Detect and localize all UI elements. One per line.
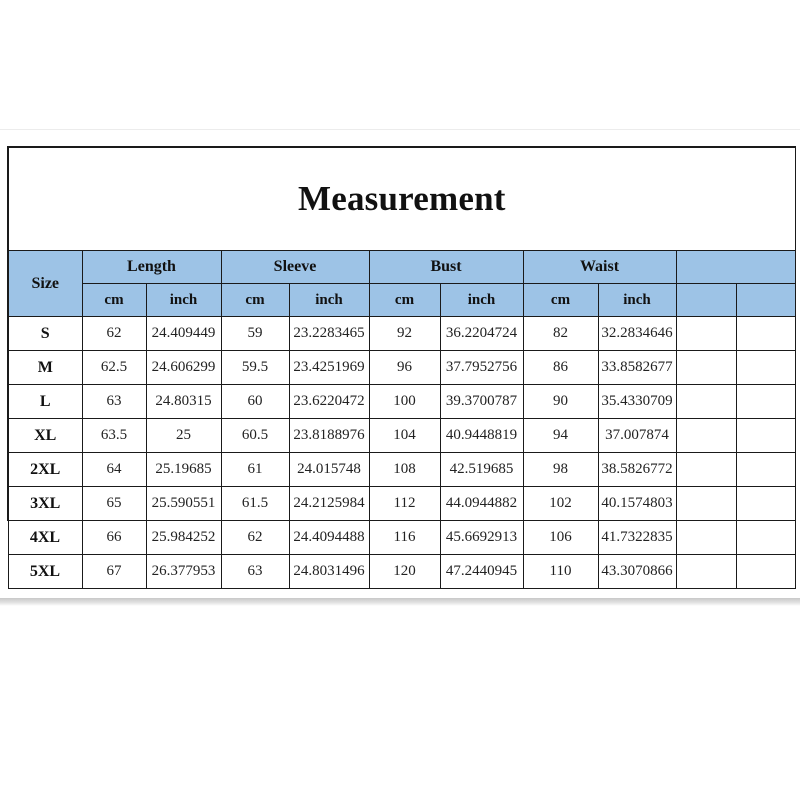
size-cell: 4XL bbox=[8, 521, 82, 555]
waist-inch-cell: 43.3070866 bbox=[598, 555, 676, 589]
sleeve-cm-cell: 59.5 bbox=[221, 351, 289, 385]
bottom-shadow bbox=[0, 598, 800, 606]
length-group-header: Length bbox=[82, 251, 221, 284]
empty-cell bbox=[676, 555, 736, 589]
table-title: Measurement bbox=[8, 147, 795, 251]
empty-cell bbox=[736, 487, 795, 521]
table-row bbox=[8, 521, 795, 555]
bust-cm-cell: 100 bbox=[369, 385, 440, 419]
waist-inch-cell: 32.2834646 bbox=[598, 317, 676, 351]
empty-cell bbox=[736, 317, 795, 351]
waist-inch-cell: 35.4330709 bbox=[598, 385, 676, 419]
waist-cm-cell: 110 bbox=[523, 555, 598, 589]
waist-inch-cell: 38.5826772 bbox=[598, 453, 676, 487]
bust-cm-cell: 96 bbox=[369, 351, 440, 385]
bust-inch-cell: 39.3700787 bbox=[440, 385, 523, 419]
waist-inch-header: inch bbox=[598, 284, 676, 317]
length-inch-cell: 24.409449 bbox=[146, 317, 221, 351]
bust-cm-cell: 104 bbox=[369, 419, 440, 453]
unit-header-row bbox=[8, 284, 795, 317]
length-inch-cell: 24.606299 bbox=[146, 351, 221, 385]
table-row bbox=[8, 487, 795, 521]
sleeve-cm-cell: 59 bbox=[221, 317, 289, 351]
length-inch-cell: 26.377953 bbox=[146, 555, 221, 589]
table-row bbox=[8, 351, 795, 385]
size-column-header: Size bbox=[8, 251, 82, 317]
bust-inch-cell: 37.7952756 bbox=[440, 351, 523, 385]
size-chart-table bbox=[7, 146, 796, 589]
sleeve-cm-cell: 63 bbox=[221, 555, 289, 589]
empty-cell bbox=[676, 351, 736, 385]
size-cell: 3XL bbox=[8, 487, 82, 521]
size-cell: S bbox=[8, 317, 82, 351]
empty-cell bbox=[736, 351, 795, 385]
bust-cm-cell: 112 bbox=[369, 487, 440, 521]
bust-inch-cell: 44.0944882 bbox=[440, 487, 523, 521]
length-inch-cell: 25.984252 bbox=[146, 521, 221, 555]
table-row bbox=[8, 419, 795, 453]
empty-cell bbox=[676, 487, 736, 521]
waist-inch-cell: 33.8582677 bbox=[598, 351, 676, 385]
empty-cell bbox=[676, 453, 736, 487]
table-row bbox=[8, 555, 795, 589]
sleeve-inch-cell: 24.015748 bbox=[289, 453, 369, 487]
waist-cm-cell: 90 bbox=[523, 385, 598, 419]
empty-unit-header-2 bbox=[736, 284, 795, 317]
sleeve-inch-cell: 24.2125984 bbox=[289, 487, 369, 521]
bust-cm-cell: 120 bbox=[369, 555, 440, 589]
waist-cm-cell: 82 bbox=[523, 317, 598, 351]
length-cm-header: cm bbox=[82, 284, 146, 317]
bust-inch-cell: 45.6692913 bbox=[440, 521, 523, 555]
empty-cell bbox=[736, 385, 795, 419]
waist-inch-cell: 40.1574803 bbox=[598, 487, 676, 521]
length-inch-header: inch bbox=[146, 284, 221, 317]
sleeve-cm-cell: 61 bbox=[221, 453, 289, 487]
waist-group-header: Waist bbox=[523, 251, 676, 284]
empty-group-header bbox=[676, 251, 795, 284]
sleeve-inch-cell: 23.8188976 bbox=[289, 419, 369, 453]
table-row bbox=[8, 317, 795, 351]
length-cm-cell: 63 bbox=[82, 385, 146, 419]
length-cm-cell: 64 bbox=[82, 453, 146, 487]
sleeve-inch-header: inch bbox=[289, 284, 369, 317]
empty-cell bbox=[676, 419, 736, 453]
sleeve-cm-cell: 60 bbox=[221, 385, 289, 419]
waist-cm-cell: 94 bbox=[523, 419, 598, 453]
sleeve-cm-cell: 61.5 bbox=[221, 487, 289, 521]
length-cm-cell: 67 bbox=[82, 555, 146, 589]
waist-cm-cell: 102 bbox=[523, 487, 598, 521]
size-cell: 2XL bbox=[8, 453, 82, 487]
table-row bbox=[8, 385, 795, 419]
empty-cell bbox=[736, 453, 795, 487]
table-row bbox=[8, 453, 795, 487]
group-header-row bbox=[8, 251, 795, 284]
bust-cm-cell: 116 bbox=[369, 521, 440, 555]
bust-inch-cell: 42.519685 bbox=[440, 453, 523, 487]
empty-cell bbox=[676, 385, 736, 419]
length-cm-cell: 62 bbox=[82, 317, 146, 351]
sleeve-group-header: Sleeve bbox=[221, 251, 369, 284]
sleeve-cm-cell: 62 bbox=[221, 521, 289, 555]
length-cm-cell: 66 bbox=[82, 521, 146, 555]
bust-inch-cell: 36.2204724 bbox=[440, 317, 523, 351]
length-inch-cell: 25 bbox=[146, 419, 221, 453]
length-cm-cell: 63.5 bbox=[82, 419, 146, 453]
length-inch-cell: 25.590551 bbox=[146, 487, 221, 521]
empty-cell bbox=[736, 419, 795, 453]
length-cm-cell: 62.5 bbox=[82, 351, 146, 385]
size-cell: XL bbox=[8, 419, 82, 453]
empty-unit-header-1 bbox=[676, 284, 736, 317]
size-cell: L bbox=[8, 385, 82, 419]
bust-inch-header: inch bbox=[440, 284, 523, 317]
empty-cell bbox=[676, 521, 736, 555]
waist-inch-cell: 37.007874 bbox=[598, 419, 676, 453]
empty-cell bbox=[736, 555, 795, 589]
bust-cm-cell: 108 bbox=[369, 453, 440, 487]
sleeve-inch-cell: 23.4251969 bbox=[289, 351, 369, 385]
length-cm-cell: 65 bbox=[82, 487, 146, 521]
length-inch-cell: 25.19685 bbox=[146, 453, 221, 487]
sleeve-inch-cell: 23.2283465 bbox=[289, 317, 369, 351]
bust-group-header: Bust bbox=[369, 251, 523, 284]
sleeve-cm-cell: 60.5 bbox=[221, 419, 289, 453]
empty-cell bbox=[676, 317, 736, 351]
length-inch-cell: 24.80315 bbox=[146, 385, 221, 419]
waist-cm-header: cm bbox=[523, 284, 598, 317]
waist-cm-cell: 86 bbox=[523, 351, 598, 385]
waist-inch-cell: 41.7322835 bbox=[598, 521, 676, 555]
sleeve-inch-cell: 24.8031496 bbox=[289, 555, 369, 589]
waist-cm-cell: 98 bbox=[523, 453, 598, 487]
title-row bbox=[8, 147, 795, 251]
empty-cell bbox=[736, 521, 795, 555]
bust-cm-header: cm bbox=[369, 284, 440, 317]
bust-inch-cell: 47.2440945 bbox=[440, 555, 523, 589]
bust-inch-cell: 40.9448819 bbox=[440, 419, 523, 453]
size-cell: 5XL bbox=[8, 555, 82, 589]
size-cell: M bbox=[8, 351, 82, 385]
sleeve-inch-cell: 24.4094488 bbox=[289, 521, 369, 555]
bust-cm-cell: 92 bbox=[369, 317, 440, 351]
waist-cm-cell: 106 bbox=[523, 521, 598, 555]
sleeve-cm-header: cm bbox=[221, 284, 289, 317]
sleeve-inch-cell: 23.6220472 bbox=[289, 385, 369, 419]
